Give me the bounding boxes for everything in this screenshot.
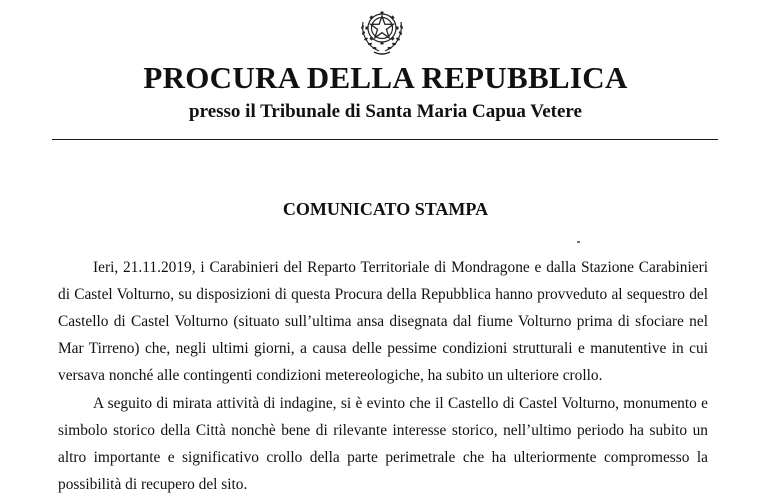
- scan-speck: [577, 241, 580, 243]
- paragraph-line: simbolo storico della Città nonchè bene di rilevante interesse storico, nell’ultimo periodo ha subito un: [58, 422, 708, 439]
- paragraph-line: versava nonché alle contingenti condizioni metereologiche, ha subito un ulteriore crollo.: [58, 367, 603, 384]
- paragraph-line: A seguito di mirata attività di indagine, si è evinto che il Castello di Castel Volturno, monumento e: [93, 395, 708, 412]
- paragraph-line: Ieri, 21.11.2019, i Carabinieri del Reparto Territoriale di Mondragone e dalla Stazione Carabinieri: [93, 259, 708, 276]
- document-heading: COMUNICATO STAMPA: [282, 199, 489, 219]
- office-title: PROCURA DELLA REPUBBLICA: [143, 60, 628, 95]
- paragraph-line: di Castel Volturno, su disposizioni di questa Procura della Repubblica hanno provveduto al sequestro del: [58, 286, 708, 303]
- paragraph-line: Castello di Castel Volturno (situato sull’ultima ansa disegnata dal fiume Volturno prima di sfociare nel: [58, 313, 708, 330]
- paragraph-line: altro importante e significativo crollo della parte perimetrale che ha ulteriormente compromesso la: [58, 449, 708, 466]
- header-divider: [52, 139, 718, 140]
- paragraph-line: Mar Tirreno) che, negli ultimi giorni, a causa delle pessime condizioni strutturali e manutentive in cui: [58, 340, 708, 357]
- republic-emblem-icon: [357, 4, 407, 56]
- office-subtitle: presso il Tribunale di Santa Maria Capua Vetere: [189, 101, 582, 122]
- paragraph-line: possibilità di recupero del sito.: [58, 476, 248, 493]
